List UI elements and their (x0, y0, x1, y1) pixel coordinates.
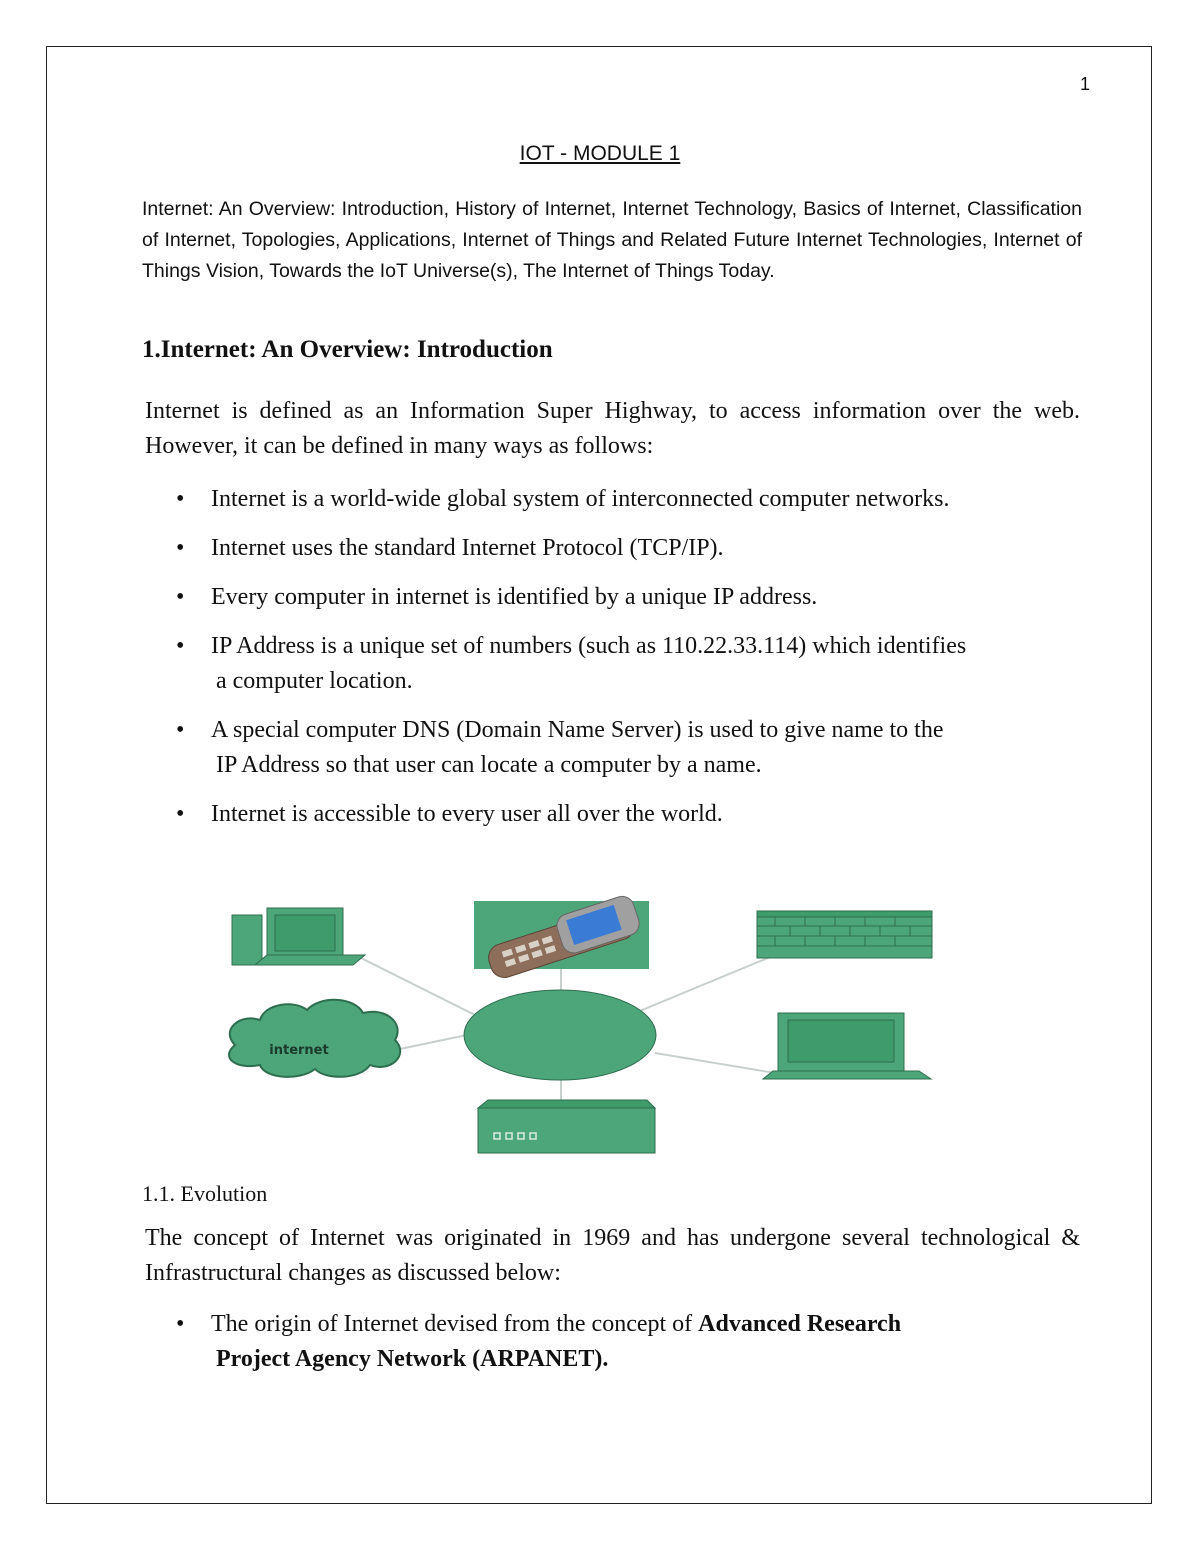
network-diagram-svg (215, 895, 940, 1160)
bullet-icon: • (176, 1311, 185, 1337)
evolution-bullet-list (145, 1307, 1080, 1377)
bullet-icon: • (176, 801, 185, 827)
connector-line (395, 1035, 467, 1050)
list-item: • Every computer in internet is identified by a unique IP address. (145, 580, 1080, 615)
list-item: • Internet is accessible to every user all over the world. (145, 797, 1080, 832)
list-item: • Internet uses the standard Internet Protocol (TCP/IP). (145, 531, 1080, 566)
mobile-phone-icon (474, 895, 649, 981)
cloud-label: internet (269, 1043, 329, 1058)
firewall-icon (757, 911, 932, 958)
laptop-icon (763, 1013, 931, 1079)
connector-line (655, 1053, 775, 1073)
bullet-icon: • (176, 584, 185, 610)
list-item: • A special computer DNS (Domain Name Server) is used to give name to the IP Address so that user can locate a computer by a name. (145, 713, 1080, 783)
arpanet-text: The origin of Internet devised from the concept of (211, 1311, 699, 1337)
section-heading-evolution: 1.1. Evolution (142, 1181, 268, 1206)
page-number: 1 (1079, 74, 1090, 94)
title-text: IOT - MODULE 1 (519, 142, 681, 165)
bullet-icon: • (176, 486, 185, 512)
overview-intro-paragraph: Internet is defined as an Information Super Highway, to access information over the web. However, it can be defined in many ways as follows: (145, 398, 1080, 459)
arpanet-bold-text-line2: Project Agency Network (ARPANET). (216, 1346, 609, 1372)
list-item: • IP Address is a unique set of numbers (such as 110.22.33.114) which identifies a computer location. (145, 629, 1080, 699)
page-title (0, 142, 1200, 166)
internet-cloud-icon (229, 1000, 400, 1077)
syllabus-paragraph: Internet: An Overview: Introduction, History of Internet, Internet Technology, Basics of Internet, Classification of Internet, Topologies, Applications, Internet of Things and Related Future Internet Technologies, Internet of Things Vision, Towards the IoT Universe(s), The Internet of Things Today. (142, 198, 1082, 282)
list-item (145, 1307, 1080, 1377)
bullet-icon: • (176, 717, 185, 743)
server-icon (478, 1100, 655, 1153)
network-diagram (215, 895, 940, 1160)
network-hub-icon (464, 990, 656, 1080)
section-heading-overview: 1.Internet: An Overview: Introduction (142, 336, 553, 363)
arpanet-bold-text: Advanced Research (698, 1311, 902, 1337)
list-item: • Internet is a world-wide global system of interconnected computer networks. (145, 482, 1080, 517)
bullet-icon: • (176, 633, 185, 659)
connector-line (355, 955, 485, 1020)
overview-bullet-list (145, 482, 1080, 846)
desktop-computer-icon (232, 908, 365, 965)
connector-line (635, 955, 775, 1013)
bullet-icon: • (176, 535, 185, 561)
evolution-intro-paragraph: The concept of Internet was originated in 1969 and has undergone several technological & Infrastructural changes as discussed below: (145, 1225, 1080, 1286)
